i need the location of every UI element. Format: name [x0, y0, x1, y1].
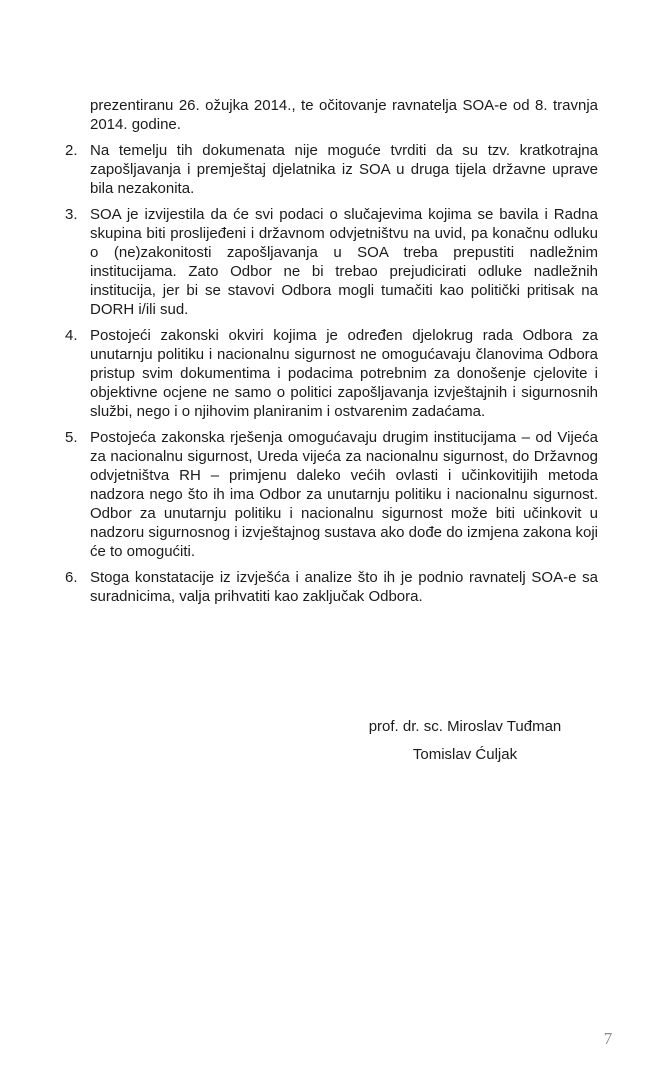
list-item-text: SOA je izvijestila da će svi podaci o slučajevima kojima se bavila i Radna skupina biti proslijeđeni i državnom odvjetništvu na uvid, pa konačnu odluku o (ne)zakonitosti zapošljavanja u SOA treba prepustiti nadležnim institucijama. Zato Odbor ne bi trebao prejudicirati odluke nadležnih institucija, jer bi se stavovi Odbora mogli tumačiti kao politički pritisak na DORH i/ili sud.: [90, 206, 598, 318]
list-item: [65, 141, 598, 198]
signature-line: Tomislav Ćuljak: [412, 746, 518, 763]
list-item-text: Na temelju tih dokumenata nije moguće tvrditi da su tzv. kratkotrajna zapošljavanja i premještaj djelatnika iz SOA u druga tijela državne uprave bila nezakonita.: [90, 142, 598, 197]
signature-line: prof. dr. sc. Miroslav Tuđman: [368, 718, 562, 735]
list-item-number: 3.: [65, 206, 78, 223]
document-body: [65, 96, 598, 613]
list-item: [65, 326, 598, 421]
list-item-number: 4.: [65, 327, 78, 344]
list-item-number: 5.: [65, 429, 78, 446]
list-item-text: Postojeća zakonska rješenja omogućavaju drugim institucijama – od Vijeća za nacionalnu sigurnost, Ureda vijeća za nacionalnu sigurnost, do Državnog odvjetništva RH – primjenu daleko većih ovlasti i učinkovitijih metoda nadzora nego što ih ima Odbor za unutarnju politiku i nacionalnu sigurnost. Odbor za unutarnju politiku i nacionalnu sigurnost može biti učinkovit u nadzoru sigurnosnog i izvještajnog sustava ako dođe do izmjena zakona koji će to omogućiti.: [90, 429, 598, 560]
list-item: [65, 428, 598, 561]
list-item-text: Postojeći zakonski okviri kojima je određen djelokrug rada Odbora za unutarnju politiku i nacionalnu sigurnost ne omogućavaju članovima Odbora pristup svim dokumentima i podacima potrebnim za donošenje cjelovite i objektivne ocjene ne samo o politici zapošljavanja izvještajnih i sigurnosnih službi, nego i o njihovim planiranim i ostvarenim zadaćama.: [90, 327, 598, 420]
signature-block: [320, 717, 610, 764]
list-item-text: Stoga konstatacije iz izvješća i analize što ih je podnio ravnatelj SOA-e sa suradnicima, valja prihvatiti kao zaključak Odbora.: [90, 569, 598, 605]
intro-continuation-paragraph: prezentiranu 26. ožujka 2014., te očitovanje ravnatelja SOA-e od 8. travnja 2014. godine.: [90, 97, 598, 133]
list-item: [65, 205, 598, 319]
list-item-number: 6.: [65, 569, 78, 586]
list-item-number: 2.: [65, 142, 78, 159]
list-item: [65, 568, 598, 606]
page-number: 7: [603, 1029, 613, 1048]
